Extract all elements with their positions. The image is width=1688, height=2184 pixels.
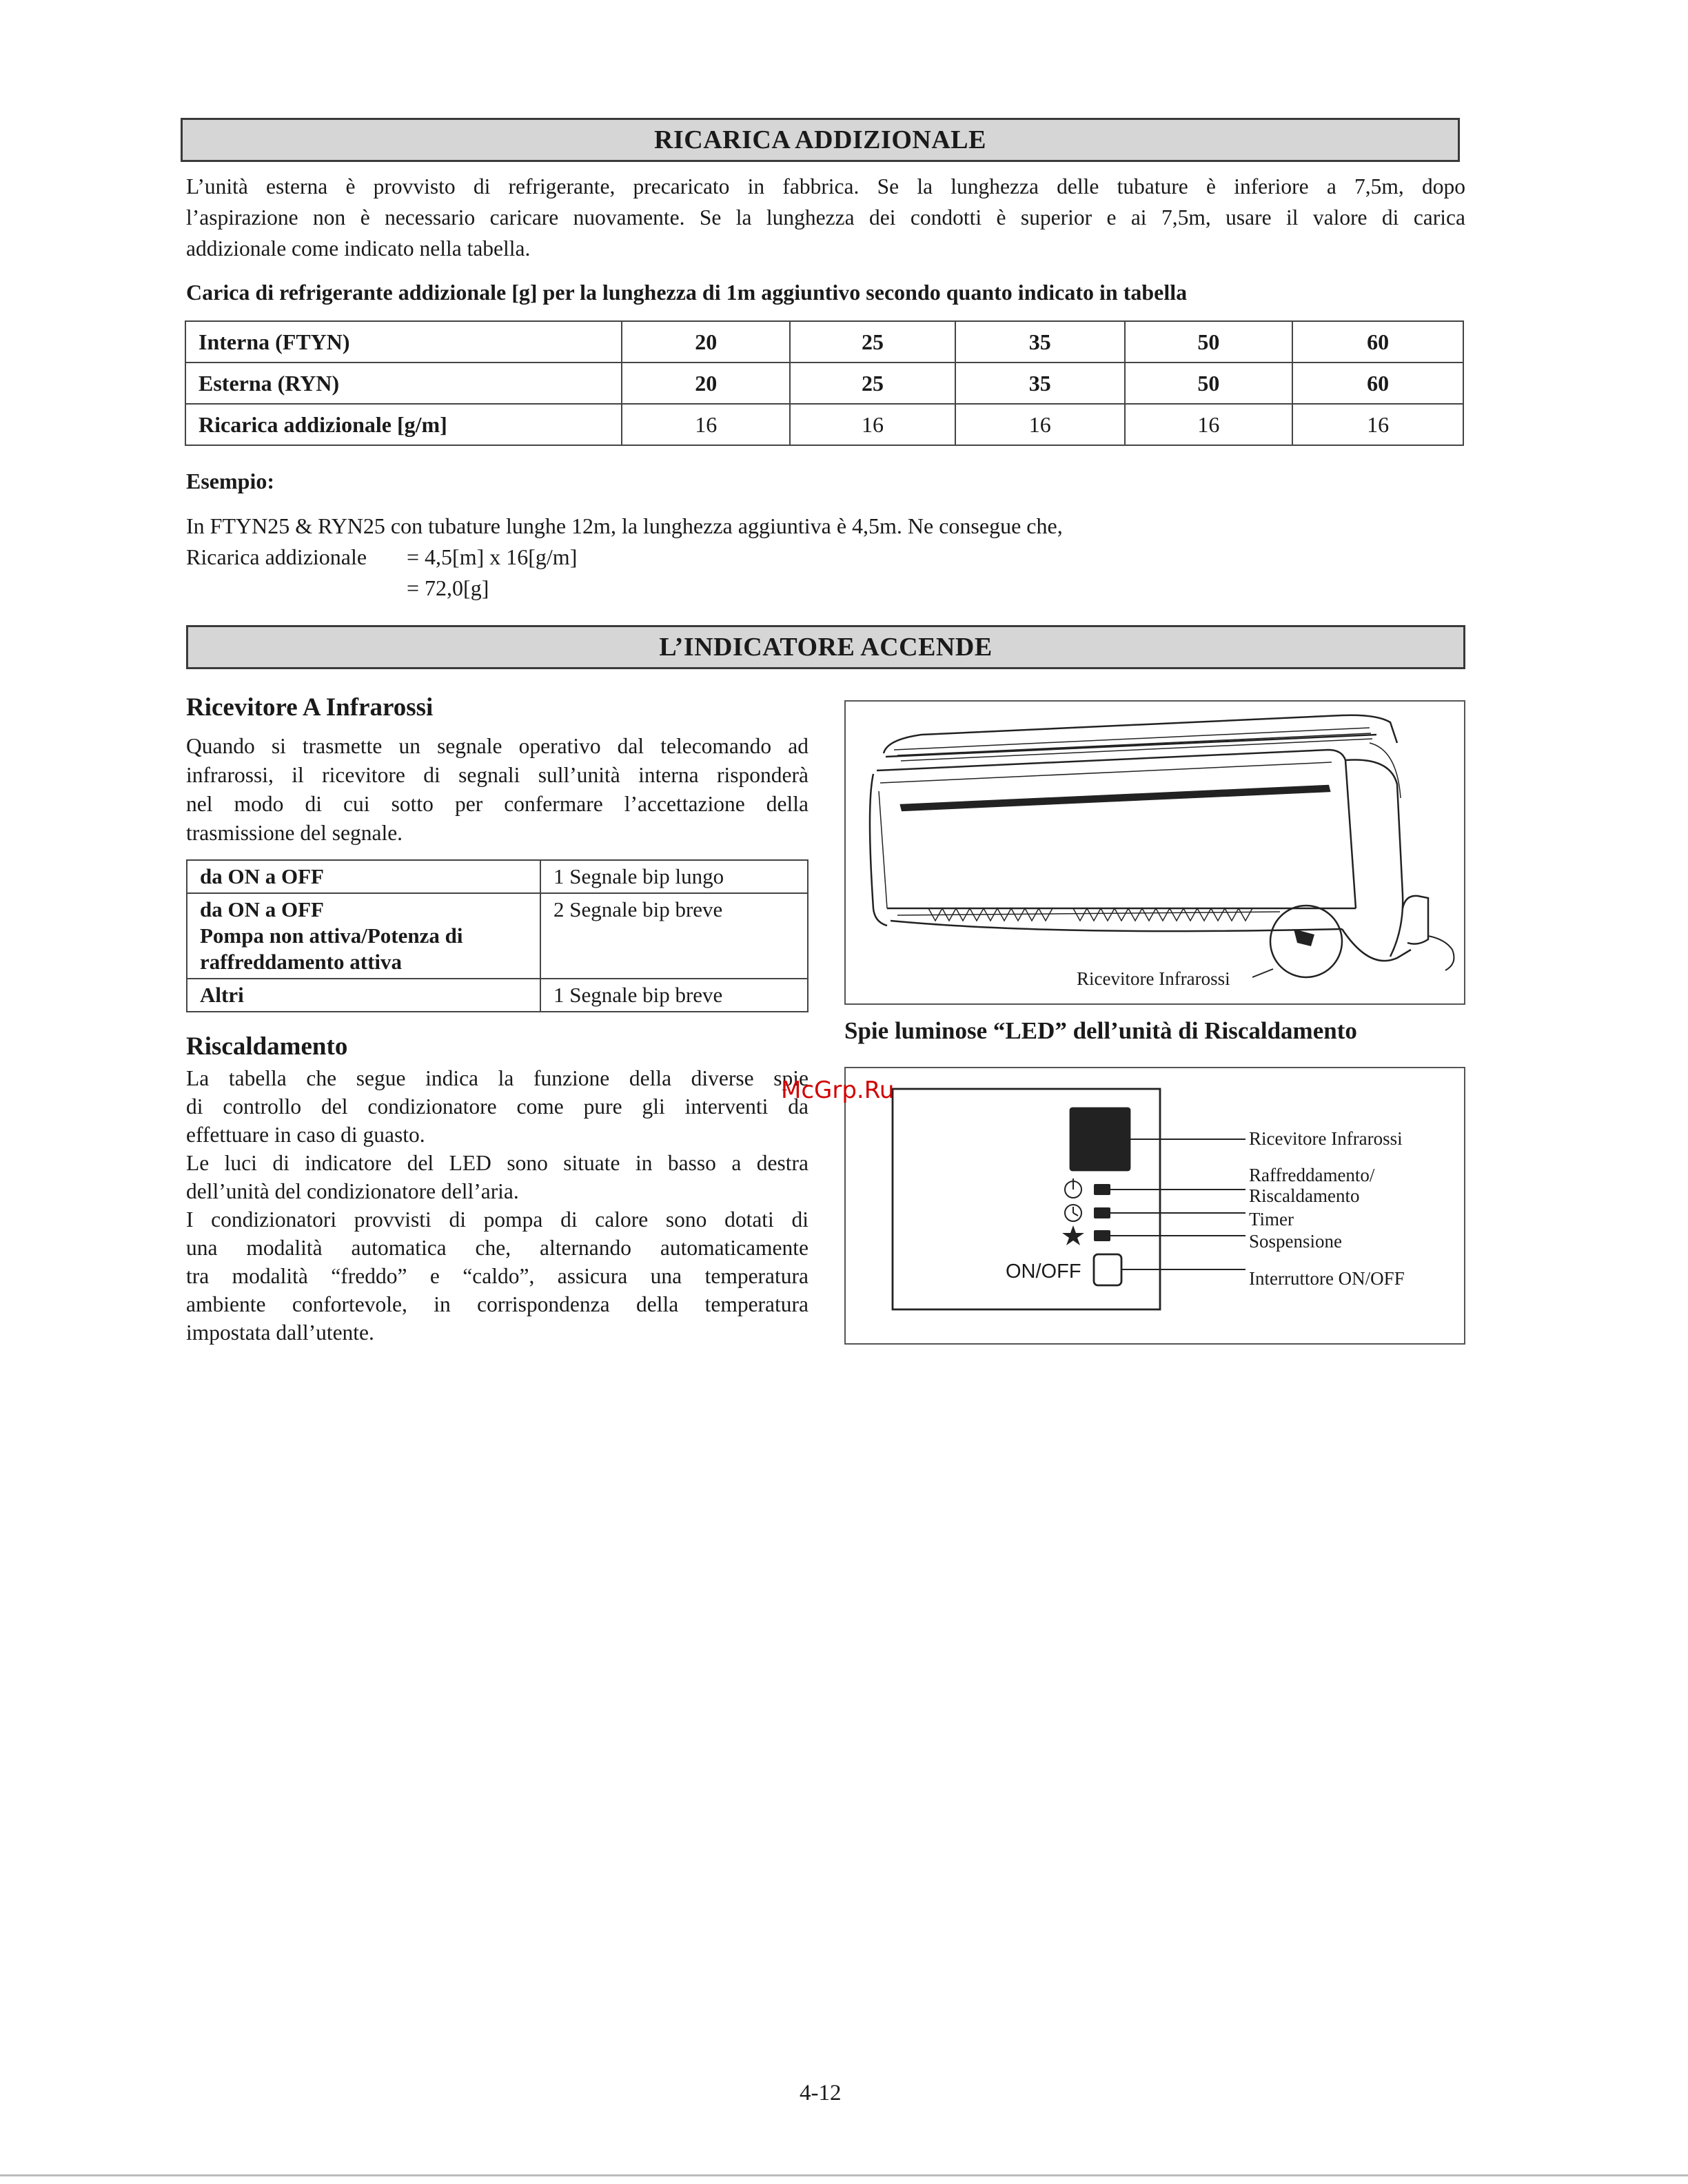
table-cell: 35 xyxy=(955,363,1125,404)
watermark: McGrp.Ru xyxy=(781,1076,895,1104)
heating-heading: Riscaldamento xyxy=(186,1032,348,1061)
indoor-unit-figure xyxy=(844,700,1465,1005)
table-cell: 35 xyxy=(955,321,1125,363)
heating-line: Le luci di indicatore del LED sono situate in basso a destra xyxy=(186,1151,809,1175)
beep-table xyxy=(186,859,809,1012)
air-conditioner-illustration xyxy=(846,702,1463,1003)
heating-line: I condizionatori provvisti di pompa di calore sono dotati di xyxy=(186,1207,809,1232)
led-label-cooling-1: Raffreddamento/ xyxy=(1249,1165,1375,1185)
table-cell: 60 xyxy=(1292,321,1463,363)
table-cell: 20 xyxy=(622,321,790,363)
section-title: RICARICA ADDIZIONALE xyxy=(654,125,986,154)
row-label: Esterna (RYN) xyxy=(185,363,622,404)
beep-result: 1 Segnale bip lungo xyxy=(540,860,808,893)
beep-condition: da ON a OFF xyxy=(187,860,540,893)
heating-line: La tabella che segue indica la funzione della diverse spie xyxy=(186,1066,809,1090)
ir-heading: Ricevitore A Infrarossi xyxy=(186,693,434,722)
example-line-3-value: = 72,0[g] xyxy=(407,575,489,600)
intro-line-3: addizionale come indicato nella tabella. xyxy=(186,236,531,261)
table-cell: 50 xyxy=(1125,363,1293,404)
led-label-receiver: Ricevitore Infrarossi xyxy=(1249,1128,1403,1149)
figure-receiver-label: Ricevitore Infrarossi xyxy=(1077,968,1230,989)
section-header-indicatore xyxy=(186,625,1465,669)
table-row xyxy=(185,363,1463,404)
led-caption: Spie luminose “LED” dell’unità di Riscaldamento xyxy=(844,1017,1357,1044)
heating-line: di controllo del condizionatore come pure gli interventi da xyxy=(186,1094,809,1119)
row-label: Interna (FTYN) xyxy=(185,321,622,363)
heating-line: effettuare in caso di guasto. xyxy=(186,1123,425,1147)
ir-line: Quando si trasmette un segnale operativo dal telecomando ad xyxy=(186,734,809,758)
heating-paragraph xyxy=(186,1064,809,1347)
table-cell: 60 xyxy=(1292,363,1463,404)
led-label-cooling-2: Riscaldamento xyxy=(1249,1185,1360,1206)
led-label-switch: Interruttore ON/OFF xyxy=(1249,1268,1405,1289)
beep-result: 2 Segnale bip breve xyxy=(540,893,808,979)
ir-paragraph xyxy=(186,732,809,848)
intro-line-1: L’unità esterna è provvisto di refrigerante, precaricato in fabbrica. Se la lunghezza delle tubature è inferiore a 7,5m, dopo xyxy=(186,174,1465,198)
bottom-divider xyxy=(0,2174,1688,2176)
beep-result: 1 Segnale bip breve xyxy=(540,979,808,1012)
beep-condition: da ON a OFF Pompa non attiva/Potenza di raffreddamento attiva xyxy=(187,893,540,979)
example-line-2-value: = 4,5[m] x 16[g/m] xyxy=(407,544,578,569)
table-caption: Carica di refrigerante addizionale [g] per la lunghezza di 1m aggiuntivo secondo quanto indicato in tabella xyxy=(186,280,1188,305)
table-cell: 16 xyxy=(1125,404,1293,445)
led-label-sleep: Sospensione xyxy=(1249,1231,1342,1252)
led-onoff-label: ON/OFF xyxy=(1006,1261,1081,1283)
heating-line: dell’unità del condizionatore dell’aria. xyxy=(186,1179,519,1203)
example-heading: Esempio: xyxy=(186,469,274,493)
intro-paragraph xyxy=(186,171,1465,264)
table-cell: 20 xyxy=(622,363,790,404)
example-line-2-label: Ricarica addizionale xyxy=(186,544,367,569)
led-panel-figure xyxy=(844,1067,1465,1345)
refrigerant-table xyxy=(185,320,1464,446)
ir-line: trasmissione del segnale. xyxy=(186,821,403,845)
table-cell: 16 xyxy=(790,404,955,445)
table-cell: 25 xyxy=(790,363,955,404)
table-cell: 50 xyxy=(1125,321,1293,363)
table-cell: 16 xyxy=(622,404,790,445)
table-row xyxy=(185,321,1463,363)
beep-condition: Altri xyxy=(187,979,540,1012)
table-row xyxy=(187,979,808,1012)
table-row xyxy=(187,860,808,893)
led-label-timer: Timer xyxy=(1249,1209,1294,1229)
table-cell: 16 xyxy=(955,404,1125,445)
heating-line: tra modalità “freddo” e “caldo”, assicura una temperatura xyxy=(186,1264,809,1288)
led-panel-diagram xyxy=(846,1068,1463,1343)
page-number: 4-12 xyxy=(800,2081,842,2105)
heating-line: impostata dall’utente. xyxy=(186,1320,374,1345)
intro-line-2: l’aspirazione non è necessario caricare nuovamente. Se la lunghezza dei condotti è superior e ai 7,5m, usare il valore di carica xyxy=(186,205,1465,229)
example-line-1: In FTYN25 & RYN25 con tubature lunghe 12m, la lunghezza aggiuntiva è 4,5m. Ne consegue che, xyxy=(186,513,1063,538)
ir-line: nel modo di cui sotto per confermare l’accettazione della xyxy=(186,792,809,816)
section-title: L’INDICATORE ACCENDE xyxy=(659,633,993,662)
ir-line: infrarossi, il ricevitore di segnali sull’unità interna risponderà xyxy=(186,763,809,787)
table-cell: 25 xyxy=(790,321,955,363)
heating-line: una modalità automatica che, alternando automaticamente xyxy=(186,1236,809,1260)
section-header-ricarica xyxy=(181,118,1460,162)
table-cell: 16 xyxy=(1292,404,1463,445)
table-row xyxy=(185,404,1463,445)
table-row xyxy=(187,893,808,979)
heating-line: ambiente confortevole, in corrispondenza della temperatura xyxy=(186,1292,809,1316)
row-label: Ricarica addizionale [g/m] xyxy=(185,404,622,445)
